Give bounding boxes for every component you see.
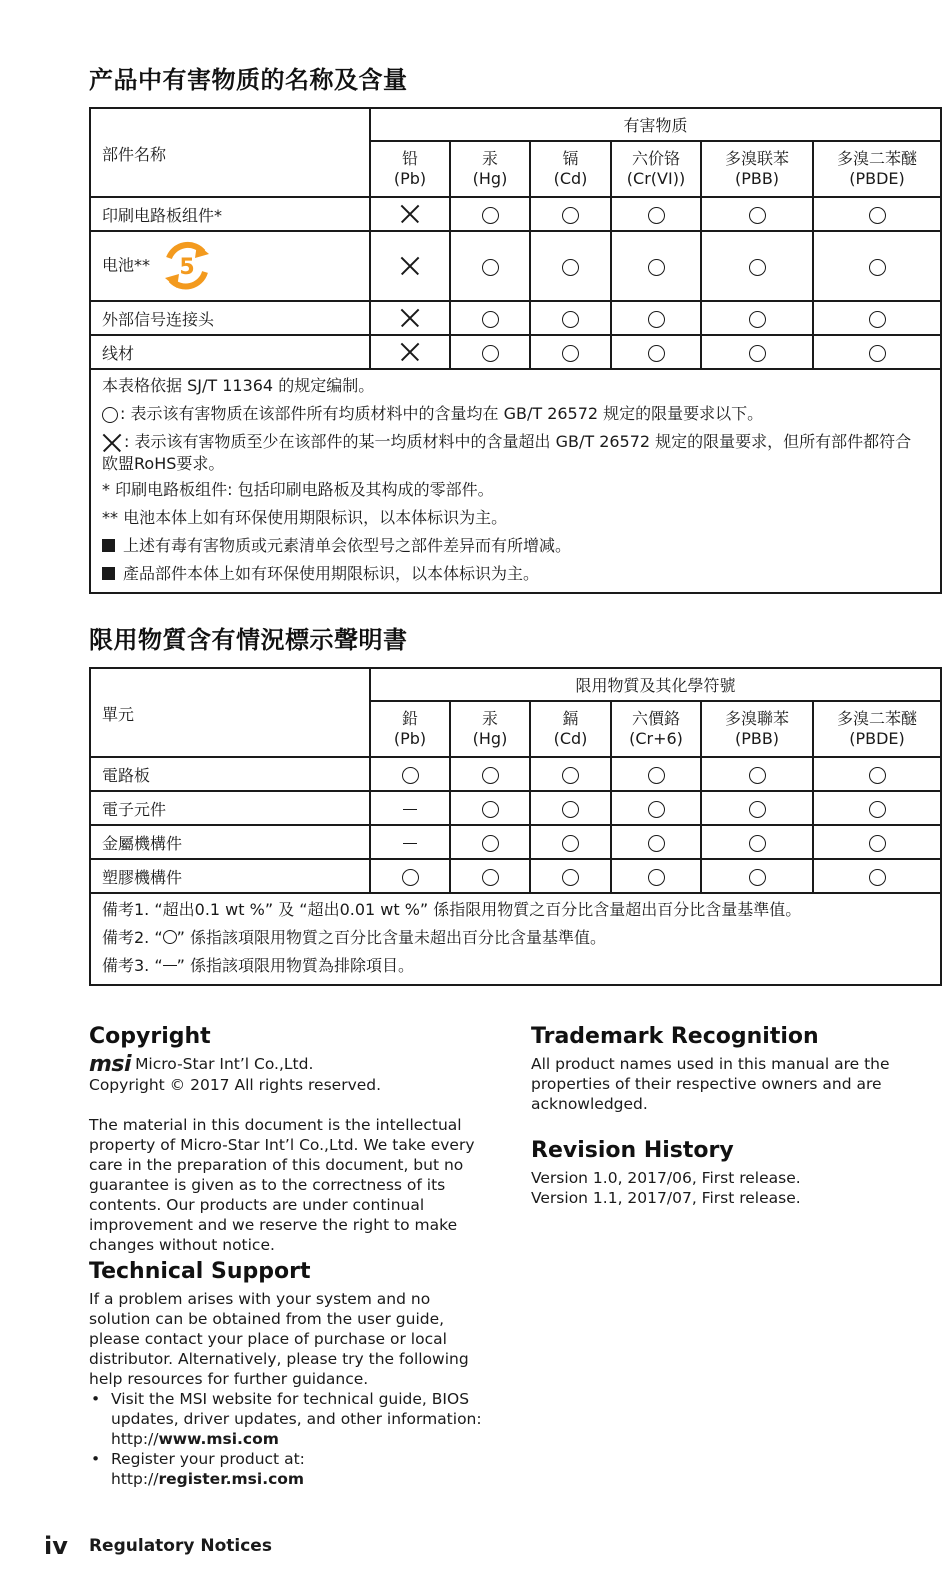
mark-cell	[813, 335, 941, 369]
circle-icon	[749, 801, 766, 818]
substance-header: 六價鉻 (Cr+6)	[611, 701, 701, 757]
circle-icon	[648, 767, 665, 784]
square-bullet-icon	[102, 567, 115, 580]
revision-section	[531, 1138, 901, 1208]
hazardous-substances-table	[89, 107, 942, 594]
page-number: iv	[44, 1532, 68, 1560]
revision-entry: Version 1.1, 2017/07, First release.	[531, 1189, 801, 1207]
circle-icon	[749, 259, 766, 276]
note-line: 上述有毒有害物质或元素清单会依型号之部件差异而有所增减。	[102, 532, 929, 560]
circle-icon	[749, 767, 766, 784]
copyright-heading: Copyright	[89, 1024, 211, 1049]
mark-cell	[611, 757, 701, 791]
mark-cell	[813, 791, 941, 825]
row-label: 金屬機構件	[90, 825, 370, 859]
mark-cell	[701, 757, 813, 791]
mark-cell	[701, 197, 813, 231]
circle-icon	[562, 767, 579, 784]
trademark-body: All product names used in this manual are the properties of their respective owners and are acknowledged.	[531, 1055, 890, 1113]
table-row	[90, 859, 941, 893]
mark-cell	[813, 301, 941, 335]
mark-cell	[370, 335, 450, 369]
circle-icon	[562, 311, 579, 328]
mark-cell	[370, 301, 450, 335]
circle-icon	[562, 259, 579, 276]
substance-header: 多溴聯苯 (PBB)	[701, 701, 813, 757]
circle-icon	[869, 869, 886, 886]
mark-cell	[611, 231, 701, 301]
support-section	[89, 1259, 489, 1489]
revision-heading: Revision History	[531, 1138, 734, 1163]
row-label: 電子元件	[90, 791, 370, 825]
dash-icon	[403, 843, 417, 844]
mark-cell	[530, 791, 611, 825]
circle-icon	[869, 835, 886, 852]
row-label: 线材	[90, 335, 370, 369]
mark-cell	[450, 757, 530, 791]
mark-cell	[611, 301, 701, 335]
square-bullet-icon	[102, 539, 115, 552]
circle-icon	[869, 767, 886, 784]
mark-cell	[701, 825, 813, 859]
row-label-battery	[90, 231, 370, 301]
circle-icon	[648, 869, 665, 886]
mark-cell	[530, 757, 611, 791]
substance-group-header: 有害物质	[370, 108, 941, 141]
msi-logo: msi	[89, 1052, 132, 1077]
company-line: msi Micro-Star Int’l Co.,Ltd.	[89, 1052, 314, 1077]
circle-icon	[869, 801, 886, 818]
mark-cell	[370, 791, 450, 825]
substance-header: 铅 (Pb)	[370, 141, 450, 197]
table2-title: 限用物質含有情況標示聲明書	[89, 626, 408, 654]
table1-title: 产品中有害物质的名称及含量	[89, 66, 408, 94]
substance-header: 镉 (Cd)	[530, 141, 611, 197]
circle-icon	[869, 345, 886, 362]
support-list	[89, 1389, 489, 1489]
restricted-substances-table	[89, 667, 942, 986]
epup-recycle-icon	[159, 238, 215, 294]
register-link[interactable]: register.msi.com	[158, 1470, 305, 1488]
table-row	[90, 231, 941, 301]
circle-icon	[562, 869, 579, 886]
circle-icon	[482, 311, 499, 328]
substance-header: 多溴二苯醚 (PBDE)	[813, 701, 941, 757]
mark-cell	[530, 231, 611, 301]
circle-icon	[562, 801, 579, 818]
mark-cell	[450, 859, 530, 893]
table-row	[90, 825, 941, 859]
row-label: 外部信号连接头	[90, 301, 370, 335]
substance-header: 鎘 (Cd)	[530, 701, 611, 757]
revision-entry: Version 1.0, 2017/06, First release.	[531, 1169, 801, 1187]
mark-cell	[701, 301, 813, 335]
mark-cell	[450, 197, 530, 231]
table-row	[90, 301, 941, 335]
substance-header: 多溴联苯 (PBB)	[701, 141, 813, 197]
mark-cell	[701, 335, 813, 369]
mark-cell	[611, 859, 701, 893]
circle-icon	[869, 259, 886, 276]
support-heading: Technical Support	[89, 1259, 311, 1284]
mark-cell	[530, 825, 611, 859]
list-item: • Register your product at: http://register.msi.com	[89, 1449, 489, 1489]
circle-icon	[869, 207, 886, 224]
copyright-section	[89, 1024, 504, 1255]
circle-icon	[648, 835, 665, 852]
mark-cell	[813, 757, 941, 791]
substance-group-header: 限用物質及其化學符號	[370, 668, 941, 701]
substance-header: 汞 (Hg)	[450, 141, 530, 197]
mark-cell	[813, 197, 941, 231]
circle-icon	[648, 801, 665, 818]
table-row	[90, 757, 941, 791]
trademark-heading: Trademark Recognition	[531, 1024, 819, 1049]
circle-icon	[749, 835, 766, 852]
note-line: 備考2. “ ” 係指該項限用物質之百分比含量未超出百分比含量基準值。	[102, 928, 607, 947]
part-name-header: 部件名称	[90, 108, 370, 197]
circle-icon	[163, 930, 177, 944]
note-line: 產品部件本体上如有环保使用期限标识，以本体标识为主。	[102, 560, 929, 588]
circle-icon	[402, 767, 419, 784]
mark-cell	[450, 825, 530, 859]
table-row	[90, 791, 941, 825]
mark-cell	[450, 791, 530, 825]
page-footer	[44, 1532, 272, 1560]
table-row	[90, 335, 941, 369]
substance-header: 汞 (Hg)	[450, 701, 530, 757]
circle-icon	[869, 311, 886, 328]
mark-cell	[530, 859, 611, 893]
circle-icon	[102, 407, 118, 423]
mark-cell	[370, 859, 450, 893]
circle-icon	[482, 207, 499, 224]
substance-header: 鉛 (Pb)	[370, 701, 450, 757]
list-item: • Visit the MSI website for technical guide, BIOS updates, driver updates, and other information: http://www.msi.com	[89, 1389, 489, 1449]
footer-label: Regulatory Notices	[88, 1536, 272, 1556]
mark-cell	[611, 197, 701, 231]
mark-cell	[450, 301, 530, 335]
circle-icon	[749, 869, 766, 886]
support-body: If a problem arises with your system and no solution can be obtained from the user guide, please contact your place of purchase or local distributor. Alternatively, please try the following help resources for further guidance.	[89, 1290, 469, 1388]
mark-cell	[530, 301, 611, 335]
circle-icon	[402, 869, 419, 886]
circle-icon	[482, 259, 499, 276]
substance-header: 六价铬 (Cr(VI))	[611, 141, 701, 197]
svg-text:5: 5	[179, 255, 195, 280]
mark-cell	[701, 859, 813, 893]
mark-cell	[450, 231, 530, 301]
circle-icon	[482, 835, 499, 852]
unit-header: 單元	[90, 668, 370, 757]
mark-cell	[370, 825, 450, 859]
circle-icon	[482, 869, 499, 886]
cross-icon	[400, 308, 420, 328]
circle-icon	[482, 767, 499, 784]
mark-cell	[370, 197, 450, 231]
circle-icon	[648, 207, 665, 224]
note-line: 備考1. “超出0.1 wt %” 及 “超出0.01 wt %” 係指限用物質之百分比含量超出百分比含量基準值。	[102, 900, 802, 919]
row-label: 印刷电路板组件*	[90, 197, 370, 231]
mark-cell	[370, 757, 450, 791]
note-line: : 表示该有害物质在该部件所有均质材料中的含量均在 GB/T 26572 规定的限量要求以下。	[102, 400, 929, 428]
row-label: 电池**	[102, 255, 151, 275]
cross-icon	[102, 433, 122, 453]
mark-cell	[813, 859, 941, 893]
msi-website-link[interactable]: www.msi.com	[158, 1430, 279, 1448]
mark-cell	[370, 231, 450, 301]
mark-cell	[450, 335, 530, 369]
mark-cell	[611, 791, 701, 825]
row-label: 電路板	[90, 757, 370, 791]
substance-header: 多溴二苯醚 (PBDE)	[813, 141, 941, 197]
mark-cell	[611, 825, 701, 859]
circle-icon	[482, 801, 499, 818]
note-line: 本表格依据 SJ/T 11364 的规定编制。	[102, 376, 375, 395]
circle-icon	[749, 345, 766, 362]
trademark-section	[531, 1024, 901, 1114]
circle-icon	[482, 345, 499, 362]
dash-icon	[163, 965, 177, 966]
note-line: ** 电池本体上如有环保使用期限标识，以本体标识为主。	[102, 508, 508, 527]
dash-icon	[403, 809, 417, 810]
circle-icon	[562, 207, 579, 224]
mark-cell	[813, 825, 941, 859]
note-line: * 印刷电路板组件: 包括印刷电路板及其构成的零部件。	[102, 480, 494, 499]
mark-cell	[813, 231, 941, 301]
mark-cell	[530, 197, 611, 231]
circle-icon	[562, 345, 579, 362]
table1-notes	[90, 369, 941, 593]
cross-icon	[400, 342, 420, 362]
circle-icon	[648, 259, 665, 276]
cross-icon	[400, 204, 420, 224]
circle-icon	[562, 835, 579, 852]
mark-cell	[530, 335, 611, 369]
circle-icon	[648, 311, 665, 328]
circle-icon	[749, 207, 766, 224]
circle-icon	[749, 311, 766, 328]
copyright-body: The material in this document is the intellectual property of Micro-Star Int’l Co.,Ltd. We take every care in the preparation of this document, but no guarantee is given as to the correctness of its contents. Our products are under continual improvement and we reserve the right to make changes without notice.	[89, 1116, 475, 1254]
note-line: : 表示该有害物质至少在该部件的某一均质材料中的含量超出 GB/T 26572 规定的限量要求，但所有部件都符合 欧盟RoHS要求。	[102, 432, 912, 473]
row-label: 塑膠機構件	[90, 859, 370, 893]
mark-cell	[701, 791, 813, 825]
mark-cell	[701, 231, 813, 301]
mark-cell	[611, 335, 701, 369]
copyright-rights: Copyright © 2017 All rights reserved.	[89, 1076, 382, 1094]
circle-icon	[648, 345, 665, 362]
table-row	[90, 197, 941, 231]
note-line: 備考3. “ ” 係指該項限用物質為排除項目。	[102, 956, 415, 975]
table2-notes	[90, 893, 941, 985]
cross-icon	[400, 256, 420, 276]
